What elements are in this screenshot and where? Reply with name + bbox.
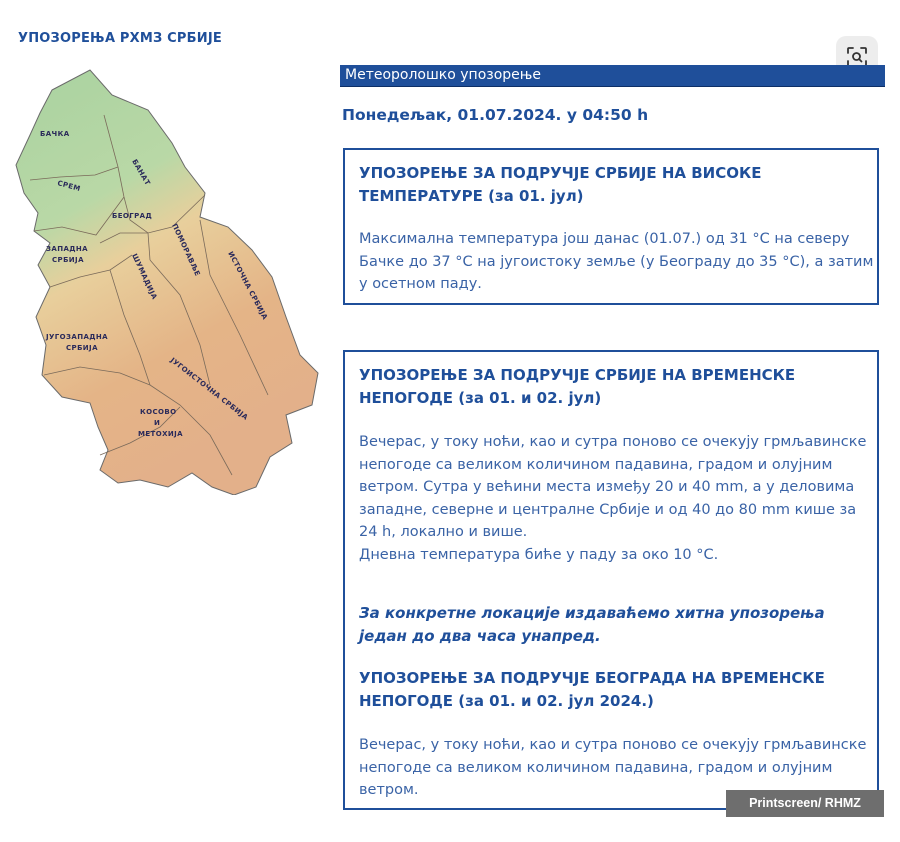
- map-label-belgrade: БЕОГРАД: [112, 212, 153, 220]
- map-label-kosovo-1: КОСОВО: [140, 408, 177, 416]
- map-label-west-serbia-1: ЗАПАДНА: [46, 245, 88, 253]
- map-svg: [0, 55, 340, 495]
- map-label-srem: СРЕМ: [56, 179, 82, 194]
- storm-warning-box: [343, 350, 879, 810]
- map-label-west-serbia-2: СРБИЈА: [52, 256, 84, 264]
- printscreen-watermark: Printscreen/ RHMZ: [726, 790, 884, 817]
- map-label-east-serbia: ИСТОЧНА СРБИЈА: [226, 250, 270, 322]
- warning-header-bar: [340, 65, 885, 87]
- belgrade-warning-heading: УПОЗОРЕЊЕ ЗА ПОДРУЧЈЕ БЕОГРАДА НА ВРЕМЕНСКЕ НЕПОГОДЕ (за 01. и 02. јул 2024.): [359, 669, 825, 710]
- page-title: УПОЗОРЕЊА РХМЗ СРБИЈЕ: [18, 31, 222, 46]
- map-label-kosovo-2: И: [154, 419, 161, 427]
- heat-warning-heading: УПОЗОРЕЊЕ ЗА ПОДРУЧЈЕ СРБИЈЕ НА ВИСОКЕ ТЕМПЕРАТУРЕ (за 01. јул): [359, 164, 762, 205]
- issued-date: Понедељак, 01.07.2024. у 04:50 h: [342, 106, 649, 124]
- serbia-regions-map: [0, 55, 340, 495]
- map-label-sumadija: ШУМАДИЈА: [130, 252, 159, 301]
- map-label-se-serbia: ЈУГОИСТОЧНА СРБИЈА: [168, 356, 250, 422]
- map-label-kosovo-3: МЕТОХИЈА: [138, 430, 183, 438]
- heat-warning-box: [343, 148, 879, 305]
- map-label-sw-serbia-2: СРБИЈА: [66, 344, 98, 352]
- belgrade-warning-text: Вечерас, у току ноћи, као и сутра поново се очекују грмљавинске непогоде са великом количином падавина, градом и олујним ветром.: [359, 737, 867, 798]
- map-label-sw-serbia-1: ЈУГОЗАПАДНА: [46, 333, 108, 341]
- header-title: Метеоролошко упозорење: [345, 67, 541, 83]
- storm-warning-note: За конкретне локације издаваћемо хитна упозорења један до два часа унапред.: [359, 604, 825, 645]
- storm-warning-text: Вечерас, у току ноћи, као и сутра поново се очекују грмљавинске непогоде са великом количином падавина, градом и олујним ветром. Сутра у већини места између 20 и 40 mm, а у деловима западне, северне и централне Србије и од 40 до 80 mm кише за 24 h, локално и више. Дневна температура биће у паду за око 10 °C.: [359, 434, 867, 563]
- map-label-pomoravlje: ПОМОРАВЉЕ: [170, 222, 202, 278]
- storm-warning-heading: УПОЗОРЕЊЕ ЗА ПОДРУЧЈЕ СРБИЈЕ НА ВРЕМЕНСКЕ НЕПОГОДЕ (за 01. и 02. јул): [359, 366, 796, 407]
- heat-warning-text: Максимална температура још данас (01.07.) од 31 °C на северу Бачке до 37 °C на југоистоку земље (у Београду до 35 °C), а затим у осетном паду.: [359, 231, 874, 292]
- map-label-backa: БАЧКА: [40, 130, 70, 138]
- map-label-banat: БАНАТ: [130, 158, 152, 187]
